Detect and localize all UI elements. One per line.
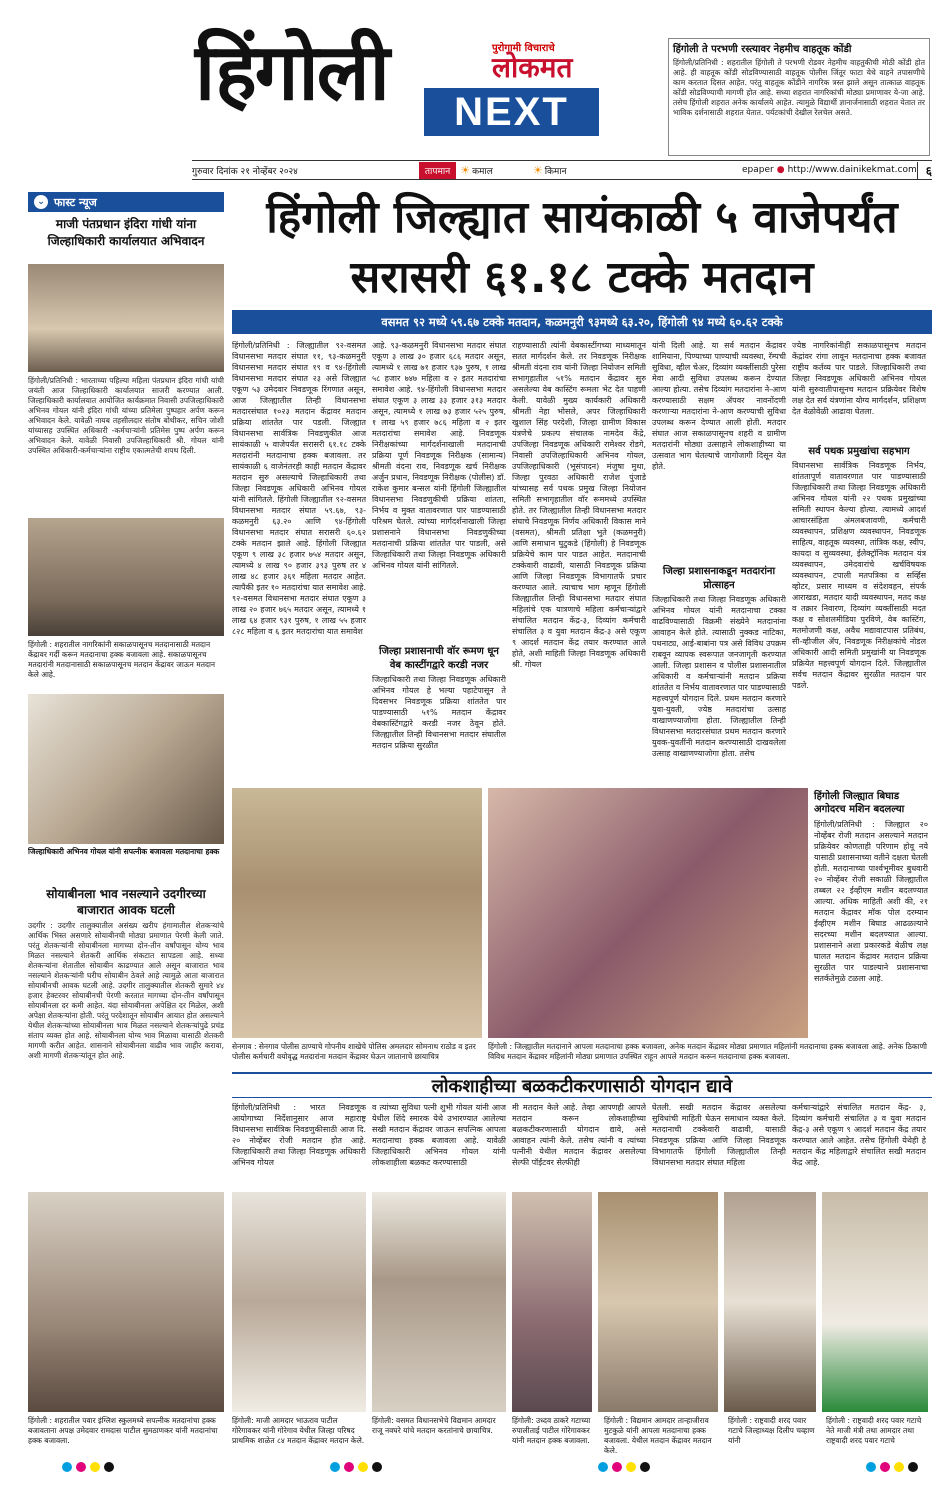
lead-col-5-subhead: सर्व पथक प्रमुखांचा सहभाग <box>808 446 910 457</box>
side-story-body: हिंगोली/प्रतिनिधी : जिल्ह्यात २० नोव्हेंबर रोजी मतदान असल्याने मतदान प्रक्रियेवर कोणताही परिणाम होवू नये यासाठी प्रशासनाच्या वतीने दक्षता घेतली होती. मतदानाच्या पार्श्वभूमीवर बुधवारी २० नोव्हेंबर रोजी सकाळी जिल्ह्यातील तब्बल २२ ईव्हीएम मशीन बदलण्यात आल्या. अधिक माहिती अशी की, २१ मतदान केंद्रावर मॉक पोल दरम्यान ईव्हीएम मशीन बिघाड आढळल्याने सदरच्या मशीन बदलण्यात आल्या. प्रशासनाने अशा प्रकारकडे बेळीच लक्ष घालत मतदान केंद्रावर मतदान प्रक्रिया सुरळीत पार पाडल्याने प्रशासनाचा सतर्कतेमुळे टळला आहे. <box>814 820 928 983</box>
registration-dot <box>908 1462 918 1472</box>
brand-logo: लोकमत <box>492 51 573 84</box>
lead-col-4-wrap <box>652 340 786 780</box>
women-photo-caption: हिंगोली : जिल्ह्यातील मतदानाने आपला मतदानाचा हक्क बजावला, अनेक मतदान केंद्रावर मोठ्या प्रमाणात महिलांनी मतदानाचा हक्क बजावला आहे. अनेक ठिकाणी विविध मतदान केंद्रावर महिलांनी मोठ्या प्रमाणात उपस्थित राहून आपले मतदान करून मतदानाचा हक्क बजावला. <box>488 1042 927 1061</box>
fast-news-headline: माजी पंतप्रधान इंदिरा गांधी यांना जिल्हाधिकारी कार्यालयात अभिवादन <box>47 217 205 248</box>
police-photo <box>232 788 482 1038</box>
lead-col-3: राहण्यासाठी त्यांनी वेबकास्टींगच्या माध्यमातून सतत मार्गदर्शन केले. तर निवडणूक निरीक्षक श्रीमती वंदना राव यांनी जिल्हा नियोजन समिती सभागृहातील ५१% मतदान केंद्रावर सुरु असलेल्या वेब कास्टिंग रूमला भेट देत पाहणी केली. यावेळी मुख्य कार्यकारी अधिकारी श्रीमती नेहा भोसले, अपर जिल्हाधिकारी खुशाल सिंह परदेशी, जिल्हा ग्रामीण विकास यंत्रणेचे प्रकल्प संचालक नामदेव केंद्रे, उपजिल्हा निवडणूक अधिकारी रामेश्वर रोडगे, निवासी उपजिल्हाधिकारी अभिनव गोयल, उपजिल्हाधिकारी (भूसंपादन) मंजुषा मुथा, जिल्हा पुरवठा अधिकारी राजेश पुंजाडे यांच्यासह सर्व पथक प्रमुख जिल्हा नियोजन समिती सभागृहातील वॉर रूममध्ये उपस्थित होते. तर जिल्ह्यातील तिन्ही विधानसभा मतदार संघाचे निवडणूक निर्णय अधिकारी विकास माने (वसमत), श्रीमती प्रतिक्षा भुते (कळमनुरी) आणि समाधान घुटुकडे (हिंगोली) हे निवडणूक प्रक्रियेचे काम पार पाडत आहेत. मतदानाची टक्केवारी वाढावी, यासाठी निवडणूक प्रक्रिया आणि जिल्हा निवडणूक विभागातर्फे प्रचार करण्यात आले. त्याचाच भाग म्हणून हिंगोली जिल्ह्यातील तिन्ही विधानसभा मतदार संघात महिलांचे एक यात्रणाचे महिला कर्मचाऱ्यांद्वारे संचालित मतदान केंद्र-३, दिव्यांग कर्मचारी संचालित ३ व युवा मतदान केंद्र-३ असे एकूण ९ आदर्श मतदान केंद्र तयार करण्यात आले होते, अशी माहिती जिल्हा निवडणूक अधिकारी श्री. गोयल <box>512 341 646 669</box>
collector-photo-caption: जिल्हाधिकारी अभिनव गोयल यांनी सपत्नीक बजावला मतदानाचा हक्क <box>28 847 220 856</box>
democracy-col-1: हिंगोली/प्रतिनिधी : भारत निवडणूक आयोगाच्या निर्देशानुसार आज महाराष्ट्र विधानसभा सार्वत्रिक निवडणुकीसाठी आज दि. २० नोव्हेंबर रोजी मतदान होत आहे. जिल्हाधिकारी तथा जिल्हा निवडणूक अधिकारी अभिनव गोयल <box>232 1103 366 1167</box>
registration-dot <box>62 1462 72 1472</box>
masthead <box>0 0 945 185</box>
fast-news-photo <box>28 264 224 372</box>
sun-icon: ☀ <box>460 163 471 177</box>
registration-dot <box>344 1462 354 1472</box>
registration-dot <box>358 1462 368 1472</box>
reg-group <box>864 1462 920 1476</box>
lead-headline-2: सरासरी ६१.१८ टक्के मतदान <box>350 252 814 303</box>
collector-photo <box>28 694 224 844</box>
women-photo <box>488 788 808 1038</box>
bottom-photo-7-caption: हिंगोली : राष्ट्रवादी शरद पवार गटाचे नेते माजी मंत्री तथा आमदार तथा राष्ट्रवादी शरद पवार गटाचे <box>826 1416 922 1445</box>
queue-photo <box>28 518 224 636</box>
lead-headline-1: हिंगोली जिल्ह्यात सायंकाळी ५ वाजेपर्यंत <box>266 192 898 243</box>
next-logo: NEXT <box>424 88 599 136</box>
masthead-title: हिंगोली <box>195 28 388 118</box>
weather-min: किमान <box>544 166 567 177</box>
date-line: गुरुवार दिनांक २१ नोव्हेंबर २०२४ <box>192 166 298 177</box>
democracy-col-5: कर्मचाऱ्यांद्वारे संचालित मतदान केंद्र- ३, दिव्यांग कर्मचारी संचालित ३ व युवा मतदान केंद्र-३ असे एकूण ९ आदर्श मतदान केंद्र तयार करण्यात आले आहेत. तसेच हिंगोली येथेही हे मतदान केंद्र महिलाद्वारे संचालित सखी मतदान केंद्र आहे. <box>792 1103 926 1167</box>
democracy-headline: लोकशाहीच्या बळकटीकरणासाठी योगदान द्यावे <box>232 1072 932 1098</box>
soybean-body: उदगीर : उदगीर तालुक्यातील असंख्य खरीप हंगामातील शेतकऱ्यांचे आर्थिक भिस्त असणारे सोयाबीनची मोठ्या प्रमाणात पेरणी केली जाते. परंतु शेतकऱ्यांनी सोयाबीनला मागच्या दोन-तीन वर्षांपासून योग्य भाव मिळत नसल्याने शेतकरी आर्थिक संकटात सापडला आहे. सध्या शेतकऱ्यांना शेतातील सोयाबीन काढण्यात आले असून बाजारात भाव नसल्याने शेतकऱ्यांनी घरीच सोयाबीन ठेवले आहे त्यामुळे आता बाजारात सोयाबीनची आवक घटली आहे. उदगीर तालुक्यातील शेतकरी सुमारे ४४ हजार हेक्टरवर सोयाबीनची पेरणी करतात मागच्या दोन-तीन वर्षांपासून सोयाबीनला दर कमी आहेत. यंदा सोयाबीनला अपेक्षित दर मिळेल, अशी अपेक्षा शेतकऱ्यांना होती. परंतु परदेशातून सोयाबीन आयात होत असल्याने येथील शेतकऱ्यांच्या सोयाबीनला भाव मिळत नसल्याने शेतकऱ्यांपुढे प्रचंड संताप व्यक्त होत आहे. सोयाबीनला योग्य भाव मिळावा यासाठी शेतकरी मागणी करीत आहेत. शासनाने सोयाबीनला वाढीव भाव जाहीर करावा, अशी मागणी शेतकऱ्यांतून होत आहे. <box>28 921 224 1060</box>
democracy-col-2: व त्यांच्या सुविधा पत्नी शुभी गोयल यांनी आज येथील शिंदे स्मारक येथे उभारण्यात आलेल्या सखी मतदान केंद्रावर जाऊन सपत्निक आपला मतदानाचा हक्क बजावला आहे. यावेळी जिल्हाधिकारी अभिनव गोयल यांनी लोकशाहीला बळकट करण्यासाठी <box>372 1103 506 1167</box>
registration-dot <box>90 1462 100 1472</box>
lead-col-5: ज्येष्ठ नागरिकांनीही सकाळपासूनच मतदान केंद्रांवर रांगा लावून मतदानाचा हक्क बजावत राष्ट्रीय कर्तव्य पार पाडले. जिल्हाधिकारी तथा जिल्हा निवडणूक अधिकारी अभिनव गोयल यांनी सुरुवातीपासूनच मतदान प्रक्रियेवर विशेष लक्ष देत सर्व यंत्रणांना योग्य मार्गदर्शन, प्रशिक्षण देत वेळोवेळी आढावा घेतला. <box>792 341 926 416</box>
lead-col-5b: विधानसभा सार्वत्रिक निवडणूक निर्भय, शांततापूर्ण वातावरणात पार पाडण्यासाठी जिल्हाधिकारी तथा जिल्हा निवडणूक अधिकारी अभिनव गोयल यांनी २२ पथक प्रमुखांच्या समिती स्थापन केल्या होत्या. त्यामध्ये आदर्श आचारसंहिता अंमलबजावणी, कर्मचारी व्यवस्थापन, प्रशिक्षण व्यवस्थापन, निवडणूक साहित्य, वाहतूक व्यवस्था, तांत्रिक कक्ष, स्वीप, कायदा व सुव्यवस्था, ईलेक्ट्रॉनिक मतदान यंत्र व्यवस्थापन, उमेदवारांचे खर्चविषयक व्यवस्थापन, टपाली मतपत्रिका व सर्व्हिस व्होटर, प्रसार माध्यम व संदेशवहन, संपर्क आराखडा, मतदार यादी व्यवस्थापन, मतद कक्ष व तक्रार निवारण, दिव्यांग व्यक्तींसाठी मदत कक्ष व सोशलमीडिया पुरविणे, वेब कास्टिंग, मतमोजणी कक्ष, अवैध मद्यावाटपास प्रतिबंध, सी-व्हीजील ॲप, निवडणूक निरीक्षकांचे नोडल अधिकारी आदी समिती प्रमुखांनी या निवडणूक प्रक्रियेत महत्त्वपूर्ण योगदान दिले. जिल्ह्यातील सर्वच मतदान केंद्रावर सुरळीत मतदान पार पडले. <box>792 461 926 690</box>
registration-dot <box>894 1462 904 1472</box>
bottom-photo-6-caption: हिंगोली : राष्ट्रवादी शरद पवार गटाचे जिल्हाध्यक्ष दिलीप चव्हाण यांनी <box>728 1416 815 1445</box>
soybean-headline: सोयाबीनला भाव नसल्याने उदगीरच्या बाजारात आवक घटली <box>46 887 206 917</box>
top-story-headline: हिंगोली ते परभणी रस्त्यावर नेहमीच वाहतूक कोंडी <box>673 44 852 55</box>
registration-dot <box>612 1462 622 1472</box>
bottom-photo-2 <box>232 1192 366 1412</box>
bottom-photo-5-caption: हिंगोली : विद्यमान आमदार तान्हाजीराव मुटकुळे यांनी आपला मतदानाचा हक्क बजावला. येथील मतदान केंद्रावर मतदान केले. <box>604 1416 712 1455</box>
registration-dot <box>372 1462 382 1472</box>
registration-dot <box>76 1462 86 1472</box>
police-photo-caption: सेनगाव : सेनगाव पोलीस ठाण्याचे गोपनीय शाखेचे पोलिस अमलदार सोमनाथ राठोड व इतर पोलीस कर्मचारी वयोवृद्ध मतदारांना मतदान केंद्रावर घेऊन जातानाचे छायाचित्र <box>232 1042 476 1061</box>
weather-max: कमाल <box>472 166 493 177</box>
registration-dot <box>598 1462 608 1472</box>
registration-marks <box>60 1462 920 1476</box>
registration-dot <box>640 1462 650 1472</box>
lead-col-4-subhead: जिल्हा प्रशासनाकडून मतदारांना प्रोत्साहन <box>662 566 776 591</box>
bottom-photo-2-caption: हिंगोली: माजी आमदार भाऊराव पाटील गोरेगावकर यांनी गोरेगाव येथील जिल्हा परिषद प्राथमिक शाळेत ८४ मतदान केंद्रावर मतदान केले. <box>232 1416 365 1445</box>
lead-col-1: हिंगोली/प्रतिनिधी : जिल्ह्यातील ९२-वसमत विधानसभा मतदार संघात ११, ९३-कळमनुरी विधानसभा मतदार संघात १९ व ९४-हिंगोली विधानसभा मतदार संघात २३ असे जिल्ह्यात एकूण ५३ उमेदवार निवडणूक रिंगणात असून, आज जिल्ह्यातील तिन्ही विधानसभा मतदारसंघात १०२३ मतदान केंद्रावर मतदान प्रक्रिया शांततेत पार पडली. जिल्ह्यात विधानसभा सार्वत्रिक निवडणुकीत आज सायंकाळी ५ वाजेपर्यंत सरासरी ६१.१८ टक्के मतदारांनी मतदानाचा हक्क बजावला. तर सायंकाळी ६ वाजेनंतरही काही मतदान केंद्रावर मतदान सुरु असल्याचे जिल्हाधिकारी तथा जिल्हा निवडणूक अधिकारी अभिनव गोयल यांनी सांगितले. हिंगोली जिल्ह्यातील ९२-वसमत विधानसभा मतदार संघात ५९.६७, ९३-कळमनुरी ६३.२० आणि ९४-हिंगोली विधानसभा मतदार संघात सरासरी ६०.६२ टक्के मतदान झाले आहे. हिंगोली जिल्ह्यात एकूण ९ लाख ३८ हजार ७५४ मतदार असून, त्यामध्ये ४ लाख ९० हजार ३९३ पुरुष तर ४ लाख ४८ हजार ३६१ महिला मतदार आहेत. त्यापैकी इतर १० मतदारांचा यात समावेश आहे. ९२-वसमत विधानसभा मतदार संघात एकूण ३ लाख २० हजार ७६५ मतदार असून, त्यामध्ये १ लाख ६४ हजार ९३१ पुरुष, १ लाख ५५ हजार ८२८ महिला व ६ इतर मतदारांचा यात समावेश <box>232 341 366 636</box>
registration-dot <box>880 1462 890 1472</box>
top-story-body: हिंगोली/प्रतिनिधी : शहरातील हिंगोली ते परभणी रोडवर नेहमीच वाहतुकीची मोठी कोंडी होत आहे. ही वाहतूक कोंडी सोडविण्यासाठी वाहतूक पोलीस जिंतूर फाटा येथे वाहने तपासणीचे काम करतात दिसत आहेत. परंतु वाहतूक कोंडीने नागरिक त्रस्त झाले असून तात्काळ वाहतूक कोंडी सोडविण्याची मागणी होत आहे. सध्या शहरात नागरिकांची मोठ्या प्रमाणावर ये-जा आहे. तसेच हिंगोली शहरात अनेक कार्यालये आहेत. त्यामुळे विद्यार्थी ज्ञानार्जनासाठी शहरात येतात तर भाविक दर्शनासाठी शहरात येतात. पर्यटकांची देखील रेलचेल असते. <box>673 58 925 117</box>
bottom-photo-1-caption: हिंगोली : शहरातील पवार इंग्लिश स्कुलमध्ये सपत्नीक मतदानांचा हक्क बजावताना अपक्ष उमेदवार रामदास पाटील सुमठाणकर यांनी मतदानांचा हक्क बजावला. <box>28 1416 218 1445</box>
lead-col-4b: जिल्हाधिकारी तथा जिल्हा निवडणूक अधिकारी अभिनव गोयल यांनी मतदानाचा टक्का वाढविण्यासाठी विक्रमी संख्येने मतदानांना आवाहन केले होते. त्यासाठी नुक्कड नाटिका, पथनाट्य, आई-बाबांना पत्र असे विविध उपक्रम राबवून व्यापक स्वरूपात जनजागृती करण्यात आली. जिल्हा प्रशासन व पोलीस प्रशासनातील अधिकारी व कर्मचाऱ्यांनी मतदान प्रक्रिया शांततेत व निर्भय वातावरणात पार पाडण्यासाठी महत्त्वपूर्ण योगदान दिले. प्रथम मतदान करणारे युवा-युवती, ज्येष्ठ मतदारांचा उत्साह वाखाणण्याजोगा होता. जिल्ह्यातील तिन्ही विधानसभा मतदारसंघात प्रथम मतदान करणारे युवक-युवतींनी मतदान करण्यासाठी दाखवलेला उत्साह वाखाणण्याजोगा होता. तसेच <box>652 595 786 758</box>
bottom-photo-3-caption: हिंगोली: वसमत विधानसभेचे विद्यमान आमदार राजू नवघरे यांचे मतदान करतांनाचे छायाचित्र. <box>372 1416 496 1435</box>
sun-icon-min: ☀ <box>532 163 543 177</box>
queue-photo-caption: हिंगोली : शहरातील नागरिकांनी सकाळपासूनच मतदानासाठी मतदान केंद्रावर गर्दी करून मतदानाचा हक्क बजावला आहे. सकाळपासूनच मतदारांनी मतदानासाठी सकाळपासूनच मतदान केंद्रावर जाऊन मतदान केले आहे. <box>28 640 216 679</box>
side-story-headline: हिंगोली जिल्ह्यात बिघाड अगोदरच मशिन बदलल्या <box>814 791 905 815</box>
epaper-label: epaper <box>742 165 774 175</box>
top-story <box>668 38 930 156</box>
bottom-photo-4 <box>512 1192 592 1412</box>
bottom-photo-7 <box>822 1192 928 1412</box>
bottom-photo-4-caption: हिंगोली: उध्दव ठाकरे गटाच्या रुपालीताई पाटील गोरेगावकर यांनी मतदान हक्क बजावला. <box>512 1416 591 1445</box>
fast-news-label: फास्ट न्यूज <box>54 195 97 209</box>
reg-group <box>60 1462 116 1476</box>
globe-icon: ● <box>776 165 785 175</box>
epaper-url[interactable]: http://www.dainikekmat.com <box>787 165 917 175</box>
lead-strap: वसमत ९२ मध्ये ५९.६७ टक्के मतदान, कळमनुरी ९३मध्ये ६३.२०, हिंगोली ९४ मध्ये ६०.६२ टक्के <box>232 310 932 334</box>
date-bar <box>192 160 932 180</box>
chevron-down-icon: ⌄ <box>34 195 48 209</box>
fast-news <box>28 192 224 862</box>
lead-col-2-subhead: जिल्हा प्रशासनाची वॉर रूमण धून वेब कास्टींगद्वारे करडी नजर <box>379 646 499 671</box>
lead-col-2-wrap <box>372 340 506 780</box>
democracy-col-4: घेतली. सखी मतदान केंद्रावर असलेल्या सुविधांची माहिती घेऊन समाधान व्यक्त केले. मतदानाची टक्केवारी वाढावी, यासाठी निवडणूक प्रक्रिया आणि जिल्हा निवडणूक विभागातर्फे हिंगोली जिल्ह्यातील तिन्ही विधानसभा मतदार संघात महिला <box>652 1103 786 1167</box>
lead-col-5-wrap <box>792 340 926 780</box>
bottom-photo-3 <box>372 1192 506 1412</box>
reg-group <box>596 1462 652 1476</box>
lead-col-2b: जिल्हाधिकारी तथा जिल्हा निवडणूक अधिकारी अभिनव गोयल हे भल्या पहाटेपासून ते दिवसभर निवडणूक प्रक्रिया शांततेत पार पाडण्यासाठी ५१% मतदान केंद्रावर वेबकास्टिंगद्वारे करडी नजर ठेवून होते. जिल्ह्यातील तिन्ही विधानसभा मतदार संघातील मतदान प्रक्रिया सुरळीत <box>372 675 506 750</box>
page-number: ६ <box>917 162 932 179</box>
reg-group <box>328 1462 384 1476</box>
side-story <box>814 790 928 1040</box>
weather-label: तापमान <box>419 162 456 179</box>
registration-dot <box>104 1462 114 1472</box>
soybean-story <box>28 886 224 1090</box>
registration-dot <box>330 1462 340 1472</box>
brand-tagline: पुरोगामी विचाराचे <box>492 43 555 54</box>
democracy-col-3: मी मतदान केले आहे. तेव्हा आपणही आपले मतदान करून लोकशाहीच्या बळकटीकरणासाठी योगदान द्यावे, असे आवाहन त्यांनी केले. तसेच त्यांनी व त्यांच्या पत्नीनी येथील मतदान केंद्रावर असलेल्या सेल्फी पॉईंटवर सेल्फीही <box>512 1103 646 1167</box>
bottom-photo-5 <box>598 1192 718 1412</box>
bottom-photo-6 <box>724 1192 816 1412</box>
registration-dot <box>626 1462 636 1472</box>
fast-news-body: हिंगोली/प्रतिनिधी : भारताच्या पहिल्या महिला पंतप्रधान इंदिरा गांधी यांची जयंती आज जिल्हाधिकारी कार्यालयात साजरी करण्यात आली. जिल्हाधिकारी कार्यालयात आयोजित कार्यक्रमात निवासी उपजिल्हाधिकारी अभिनव गोयल यांनी इंदिरा गांधी यांच्या प्रतिमेला पुष्पहार अर्पण करून अभिवादन केले. यावेळी नायब तहसीलदार संतोष बोथीकर, सचिन जोशी यांच्यासह उपस्थित अधिकारी -कर्मचाऱ्यांनी प्रतिमेस पुष्प अर्पण करून अभिवादन केले. यावेळी निवासी उपजिल्हाधिकारी श्री. गोयल यांनी उपस्थित अधिकारी-कर्मचाऱ्यांना राष्ट्रीय एकात्मतेची शपथ दिली. <box>28 376 224 455</box>
lead-col-4: यांनी दिली आहे. या सर्व मतदान केंद्रावर शामियाना, पिण्याच्या पाण्याची व्यवस्था, रॅम्पची सुविधा, व्हील चेअर, दिव्यांग व्यक्तींसाठी पुरेसा मेवा आदी सुविधा उपलब्ध करून देण्यात आल्या होत्या. तसेच दिव्यांग मतदारांना ने-आण करण्यासाठी सक्षम ॲपवर नावनोंदणी करणाऱ्या मतदारांना ने-आण करण्याची सुविधा उपलब्ध करून देण्यात आली होती. मतदार संघात आज सकाळपासूनच शहरी व ग्रामीण मतदारांनी मोठ्या उत्साहाने लोकशाहीच्या या उत्सवात भाग घेतल्याचे जागोजागी दिसून येत होते. <box>652 341 786 471</box>
registration-dot <box>866 1462 876 1472</box>
fast-news-label-bar <box>28 192 224 212</box>
lead-col-2: आहे. ९३-कळमनुरी विधानसभा मतदार संघात एकूण ३ लाख ३० हजार ६८६ मतदार असून, त्यामध्ये १ लाख ७१ हजार ९३७ पुरुष, १ लाख ५८ हजार ७४७ महिला व २ इतर मतदारांचा समावेश आहे. ९४-हिंगोली विधानसभा मतदार संघात एकूण ३ लाख ३३ हजार ३१३ मतदार असून, त्यामध्ये १ लाख ७३ हजार ५२५ पुरुष, १ लाख ५९ हजार ७८६ महिला व २ इतर मतदारांचा समावेश आहे. निवडणूक निरीक्षकांच्या मार्गदर्शनाखाली मतदानाची प्रक्रिया पूर्ण निवडणूक निरीक्षक (सामान्य) श्रीमती वंदना राव, निवडणूक खर्च निरीक्षक अर्जुन प्रधान, निवडणूक निरीक्षक (पोलीस) डॉ. राकेश कुमार बन्सल यांनी हिंगोली जिल्ह्यातील विधानसभा निवडणुकीची प्रक्रिया शांतता, निर्भय व मुक्त वातावरणात पार पाडण्यासाठी परिश्रम घेतले. त्यांच्या मार्गदर्शनाखाली जिल्हा प्रशासनाने विधानसभा निवडणुकीच्या मतदानाची प्रक्रिया शांततेत पार पाडली, असे जिल्हाधिकारी तथा जिल्हा निवडणूक अधिकारी अभिनव गोयल यांनी सांगितले. <box>372 341 506 570</box>
bottom-photo-1 <box>28 1192 224 1412</box>
